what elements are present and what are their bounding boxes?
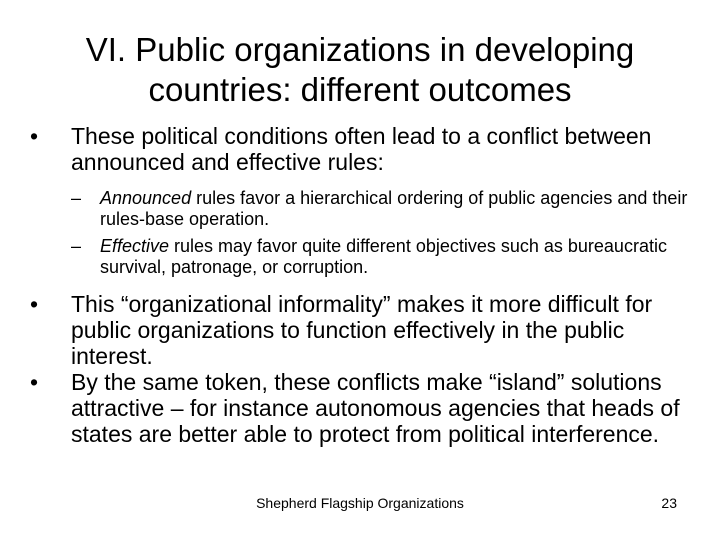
sub-bullet-text: rules favor a hierarchical ordering of public agencies and their rules-base operation. [100,188,688,229]
sub-bullet-list [30,188,695,278]
footer-text: Shepherd Flagship Organizations [256,495,464,511]
slide-title-line-1: VI. Public organizations in developing [85,31,635,68]
bullet-marker: • [30,369,39,395]
bullet-text: This “organizational informality” makes it more difficult for public organizations to function effectively in the public interest. [71,291,653,369]
sub-bullet-marker: – [71,236,82,256]
bullet-item [30,123,695,175]
slide-title [0,30,720,110]
sub-bullet-item [30,236,695,278]
bullet-item [30,291,695,369]
slide-title-line-2: countries: different outcomes [148,71,572,108]
sub-bullet-text: rules may favor quite different objectives such as bureaucratic survival, patronage, or corruption. [100,236,667,277]
sub-bullet-emphasis: Effective [100,236,170,256]
sub-bullet-marker: – [71,188,82,208]
slide-body [30,123,695,447]
bullet-marker: • [30,123,39,149]
bullet-marker: • [30,291,39,317]
bullet-text: By the same token, these conflicts make “island” solutions attractive – for instance autonomous agencies that heads of states are better able to protect from political interference. [71,369,680,447]
bullet-item [30,369,695,447]
sub-bullet-emphasis: Announced [100,188,192,208]
sub-bullet-item [30,188,695,230]
bullet-text: These political conditions often lead to a conflict between announced and effective rules: [71,123,652,175]
page-number: 23 [661,495,677,511]
